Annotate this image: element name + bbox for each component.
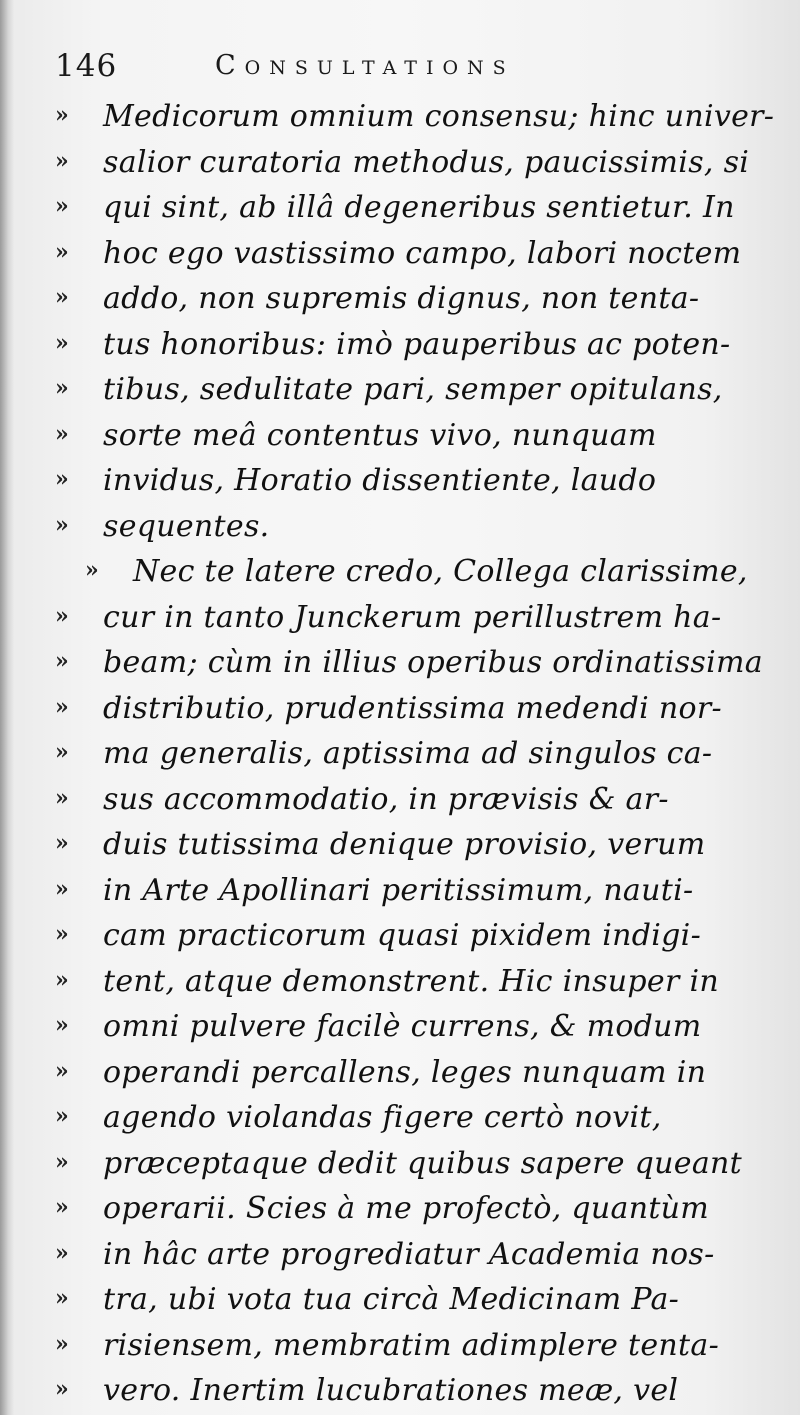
text-line: [55, 1006, 785, 1052]
line-text: in Arte Apollinari peritissimum, nauti-: [103, 872, 694, 908]
quote-mark: »: [55, 284, 69, 310]
text-line: [55, 278, 785, 324]
line-text: sorte meâ contentus vivo, nunquam: [103, 417, 657, 453]
text-line: [55, 324, 785, 370]
line-text: qui sint, ab illâ degeneribus sentietur. In: [103, 190, 735, 225]
line-text: tus honoribus: imò pauperibus ac poten-: [103, 326, 731, 362]
quote-mark: »: [55, 966, 69, 993]
quote-mark: »: [55, 1148, 69, 1175]
quote-mark: »: [55, 784, 69, 811]
quote-mark: »: [55, 875, 69, 902]
line-text: tent, atque demonstrent. Hic insuper in: [103, 963, 719, 999]
quote-mark: »: [55, 1330, 69, 1357]
text-line: [55, 824, 785, 870]
text-line: [55, 1052, 785, 1098]
line-text: tibus, sedulitate pari, semper opitulans,: [103, 372, 723, 407]
text-line: [55, 551, 785, 597]
line-text: sus accommodatio, in prævisis & ar-: [103, 781, 669, 817]
line-text: distributio, prudentissima medendi nor-: [103, 690, 722, 726]
text-line: [55, 1325, 785, 1371]
quote-mark: »: [55, 1103, 69, 1129]
text-line: [55, 233, 785, 279]
quote-mark: »: [55, 739, 69, 765]
text-line: [55, 96, 785, 142]
binding-shadow: [0, 0, 14, 1415]
line-text: operandi percallens, leges nunquam in: [103, 1054, 707, 1090]
text-line: [55, 961, 785, 1007]
page-header: [55, 48, 785, 88]
text-line: [55, 1234, 785, 1280]
running-title: Consultations: [215, 50, 515, 81]
quote-mark: »: [55, 329, 69, 356]
page-number: 146: [55, 48, 118, 84]
quote-mark: »: [55, 238, 69, 265]
body-text: [55, 96, 785, 1415]
quote-mark: »: [55, 1012, 69, 1038]
quote-mark: »: [55, 1285, 69, 1311]
text-line: [55, 142, 785, 188]
text-line: [55, 1370, 785, 1415]
quote-mark: »: [55, 602, 69, 629]
text-line: [55, 1279, 785, 1325]
line-text: sequentes.: [103, 508, 270, 544]
quote-mark: »: [55, 1239, 69, 1266]
line-text: tra, ubi vota tua circà Medicinam Pa-: [103, 1282, 680, 1317]
line-text: ma generalis, aptissima ad singulos ca-: [103, 736, 713, 771]
text-line: [55, 415, 785, 461]
quote-mark: »: [55, 466, 69, 492]
text-line: [55, 915, 785, 961]
line-text: hoc ego vastissimo campo, labori noctem: [103, 235, 742, 271]
line-text: Medicorum omnium consensu; hinc univer-: [103, 99, 775, 134]
line-text: agendo violandas figere certò novit,: [103, 1100, 662, 1135]
quote-mark: »: [55, 1194, 69, 1220]
text-line: [55, 733, 785, 779]
text-line: [55, 597, 785, 643]
text-line: [55, 460, 785, 506]
text-line: [55, 1097, 785, 1143]
text-line: [55, 1188, 785, 1234]
text-line: [55, 1143, 785, 1189]
quote-mark: »: [55, 147, 69, 174]
line-text: operarii. Scies à me profectò, quantùm: [103, 1191, 710, 1226]
quote-mark: »: [55, 102, 69, 128]
quote-mark: »: [55, 830, 69, 856]
quote-mark: »: [55, 420, 69, 447]
line-text: Nec te latere credo, Collega clarissime,: [133, 554, 748, 589]
quote-mark: »: [55, 193, 69, 219]
quote-mark: »: [55, 1057, 69, 1084]
text-line: [55, 369, 785, 415]
line-text: invidus, Horatio dissentiente, laudo: [103, 463, 657, 498]
quote-mark: »: [55, 511, 69, 538]
text-line: [55, 779, 785, 825]
line-text: omni pulvere facilè currens, & modum: [103, 1009, 702, 1044]
text-line: [55, 187, 785, 233]
quote-mark: »: [55, 693, 69, 720]
quote-mark: »: [55, 1376, 69, 1402]
text-line: [55, 870, 785, 916]
quote-mark: »: [85, 557, 99, 583]
text-line: [55, 506, 785, 552]
quote-mark: »: [55, 648, 69, 674]
line-text: in hâc arte progrediatur Academia nos-: [103, 1236, 715, 1272]
line-text: vero. Inertim lucubrationes meæ, vel: [103, 1373, 679, 1408]
line-text: præceptaque dedit quibus sapere queant: [103, 1145, 742, 1181]
line-text: beam; cùm in illius operibus ordinatissima: [103, 645, 763, 680]
line-text: duis tutissima denique provisio, verum: [103, 827, 706, 862]
line-text: salior curatoria methodus, paucissimis, si: [103, 144, 750, 180]
line-text: addo, non supremis dignus, non tenta-: [103, 281, 700, 316]
line-text: cam practicorum quasi pixidem indigi-: [103, 918, 702, 953]
quote-mark: »: [55, 921, 69, 947]
line-text: risiensem, membratim adimplere tenta-: [103, 1327, 720, 1363]
text-line: [55, 688, 785, 734]
quote-mark: »: [55, 375, 69, 401]
text-line: [55, 642, 785, 688]
line-text: cur in tanto Junckerum perillustrem ha-: [103, 599, 722, 635]
